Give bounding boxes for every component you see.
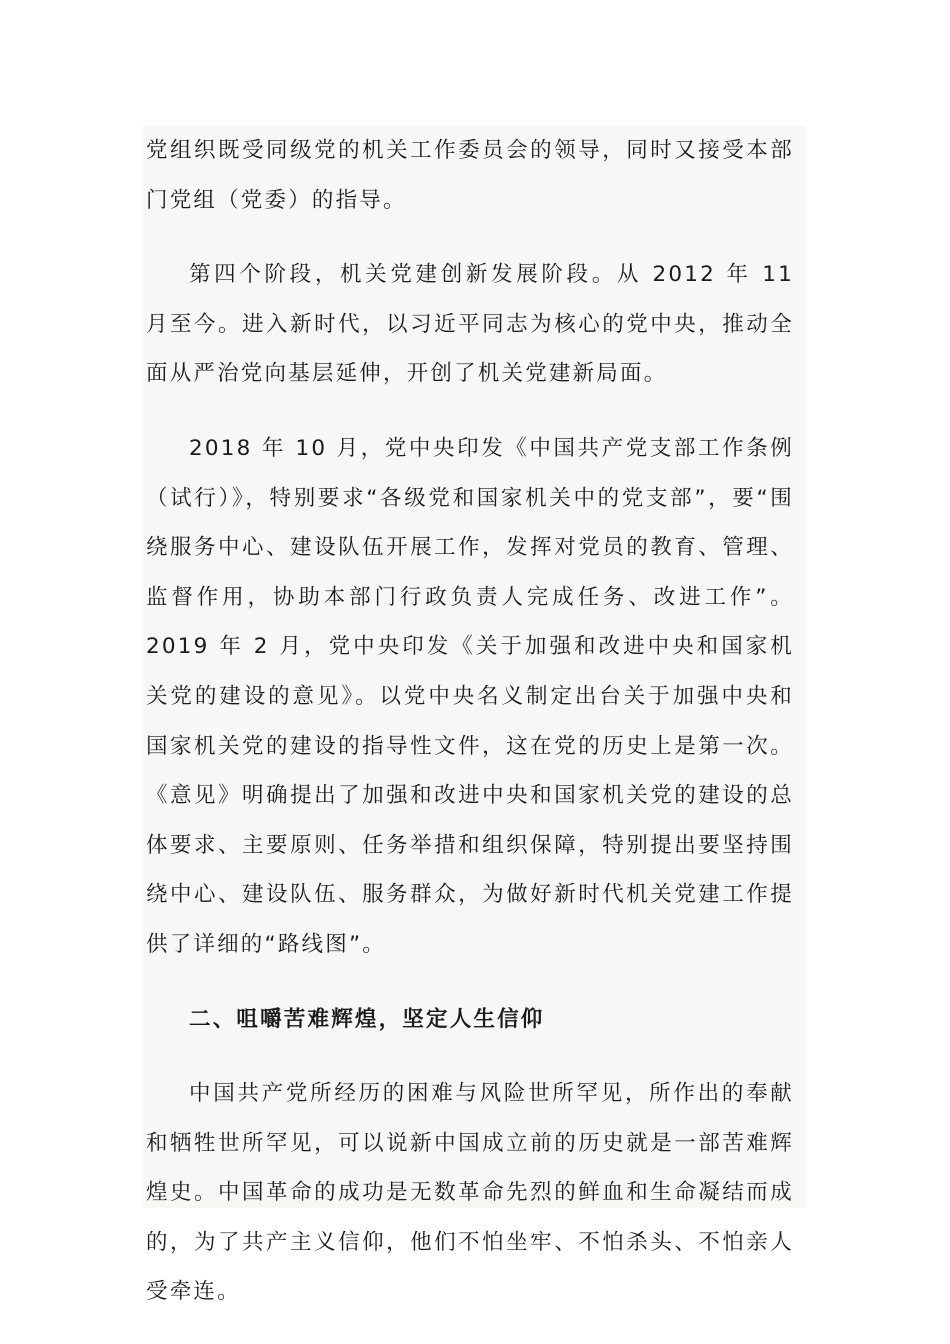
paragraph-gap xyxy=(146,225,794,250)
paragraph-hardship: 中国共产党所经历的困难与风险世所罕见，所作出的奉献和牺牲世所罕见，可以说新中国成立前的历史就是一部苦难辉煌史。中国革命的成功是无数革命先烈的鲜血和生命凝结而成的，为了共产主义信仰，他们不怕坐牢、不怕杀头、不怕亲人受牵连。 xyxy=(146,1081,794,1305)
document-body xyxy=(146,126,794,1317)
paragraph-regulations: 2018 年 10 月，党中央印发《中国共产党支部工作条例（试行）》，特别要求“各级党和国家机关中的党支部”，要“围绕服务中心、建设队伍开展工作，发挥对党员的教育、管理、监督作用，协助本部门行政负责人完成任务、改进工作”。2019 年 2 月，党中央印发《关于加强和改进中央和国家机关党的建设的意见》。以党中央名义制定出台关于加强中央和国家机关党的建设的指导性文件，这在党的历史上是第一次。《意见》明确提出了加强和改进中央和国家机关党的建设的总体要求、主要原则、任务举措和组织保障，特别提出要坚持围绕中心、建设队伍、服务群众，为做好新时代机关党建工作提供了详细的“路线图”。 xyxy=(146,435,794,957)
paragraph-gap xyxy=(146,970,794,995)
paragraph-gap xyxy=(146,1044,794,1069)
paragraph-stage-four: 第四个阶段，机关党建创新发展阶段。从 2012 年 11 月至今。进入新时代，以习近平同志为核心的党中央，推动全面从严治党向基层延伸，开创了机关党建新局面。 xyxy=(146,262,794,387)
paragraph-gap xyxy=(146,399,794,424)
paragraph-continuation: 党组织既受同级党的机关工作委员会的领导，同时又接受本部门党组（党委）的指导。 xyxy=(146,138,794,213)
section-heading: 二、咀嚼苦难辉煌，坚定人生信仰 xyxy=(189,1006,545,1032)
